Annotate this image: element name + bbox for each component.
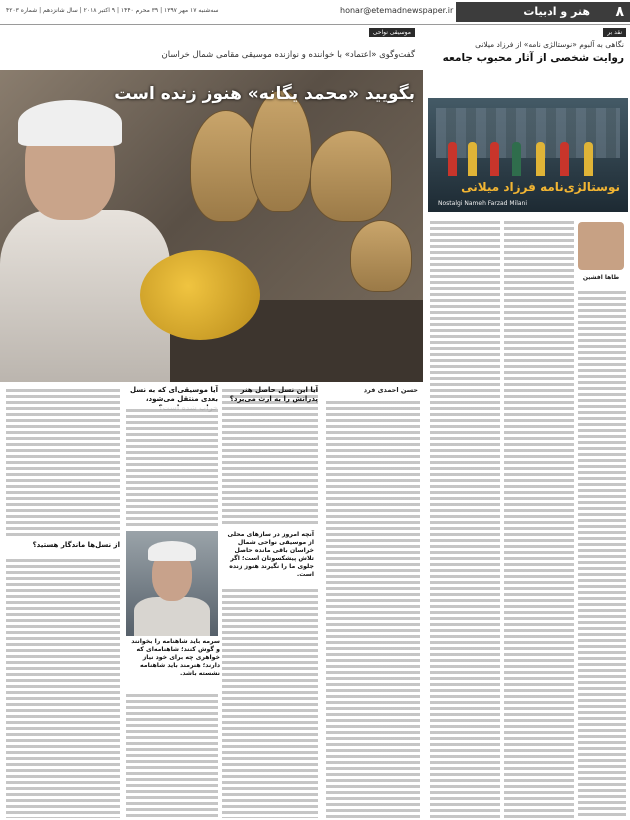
side-title: روایت شخصی از آثار محبوب جامعه: [442, 52, 624, 64]
section-label: [456, 2, 630, 22]
date-line: سه‌شنبه ۱۷ مهر ۱۳۹۷ | ۳۹ محرم ۱۴۴۰ | ۹ اکتبر ۲۰۱۸ | سال شانزدهم | شماره ۴۲۰۳: [6, 7, 219, 14]
side-column-3: [430, 218, 500, 818]
side-tag: نقد بر: [603, 28, 626, 37]
main-byline: حسن احمدی فرد: [363, 386, 418, 394]
text-column-4b: [6, 556, 120, 818]
page-header: [0, 0, 630, 25]
side-subtitle: نگاهی به آلبوم «نوستالژی نامه» از فرزاد میلانی: [475, 40, 624, 49]
side-column-2: [504, 218, 574, 818]
cover-title: نوستالژی‌نامه فرزاد میلانی: [461, 180, 620, 194]
text-column-2b: [222, 586, 318, 818]
section-email[interactable]: honar@etemadnewspaper.ir: [340, 6, 454, 15]
page-number: ۸: [615, 4, 624, 20]
text-column-3a: [126, 406, 218, 526]
text-column-1: [326, 398, 420, 818]
portrait-photo: [126, 531, 218, 636]
main-subtitle: گفت‌وگوی «اعتماد» با خواننده و نوازنده موسیقی مقامی شمال خراسان: [161, 50, 415, 60]
main-article: [0, 26, 423, 820]
question-2: آیا این نسل حاصل هنر پدرانش را به ارث می‌برد؟: [229, 386, 318, 403]
main-photo: [0, 70, 423, 382]
album-cover: [428, 98, 628, 212]
question-3: از نسل‌ها ماندگار هستید؟: [32, 541, 120, 549]
pull-quote-2: آنچه امروز در سازهای محلی از موسیقی نواحی شمال خراسان باقی مانده حاصل تلاش پیشکسوتان است؛ اگر جلوی ما را نگیرند هنوز زنده است.: [227, 531, 314, 578]
author-name: طاها افشین: [582, 274, 620, 281]
side-column-1: [578, 288, 626, 818]
text-column-3b: [126, 691, 218, 818]
author-photo: [578, 222, 624, 270]
pull-quote-1: سرمه باید شاهنامه را بخوانند و گوش کنند؛ شاهنامه‌ای که خواهری چه برای خود نیاز دارند؛ هنرمند باید شاهنامه نشسته باشد.: [131, 638, 220, 677]
section-name: هنر و ادبیات: [523, 5, 590, 18]
question-1: آیا موسیقی‌ای که به نسل بعدی منتقل می‌شود،: [130, 386, 218, 403]
side-article: [426, 26, 630, 820]
main-tag: موسیقی نواحی: [369, 28, 415, 37]
text-column-2a: [222, 386, 318, 526]
main-title: بگویید «محمد یگانه» هنوز زنده است: [114, 84, 415, 104]
cover-title-en: Nostalgi Nameh Farzad Milani: [438, 200, 528, 207]
